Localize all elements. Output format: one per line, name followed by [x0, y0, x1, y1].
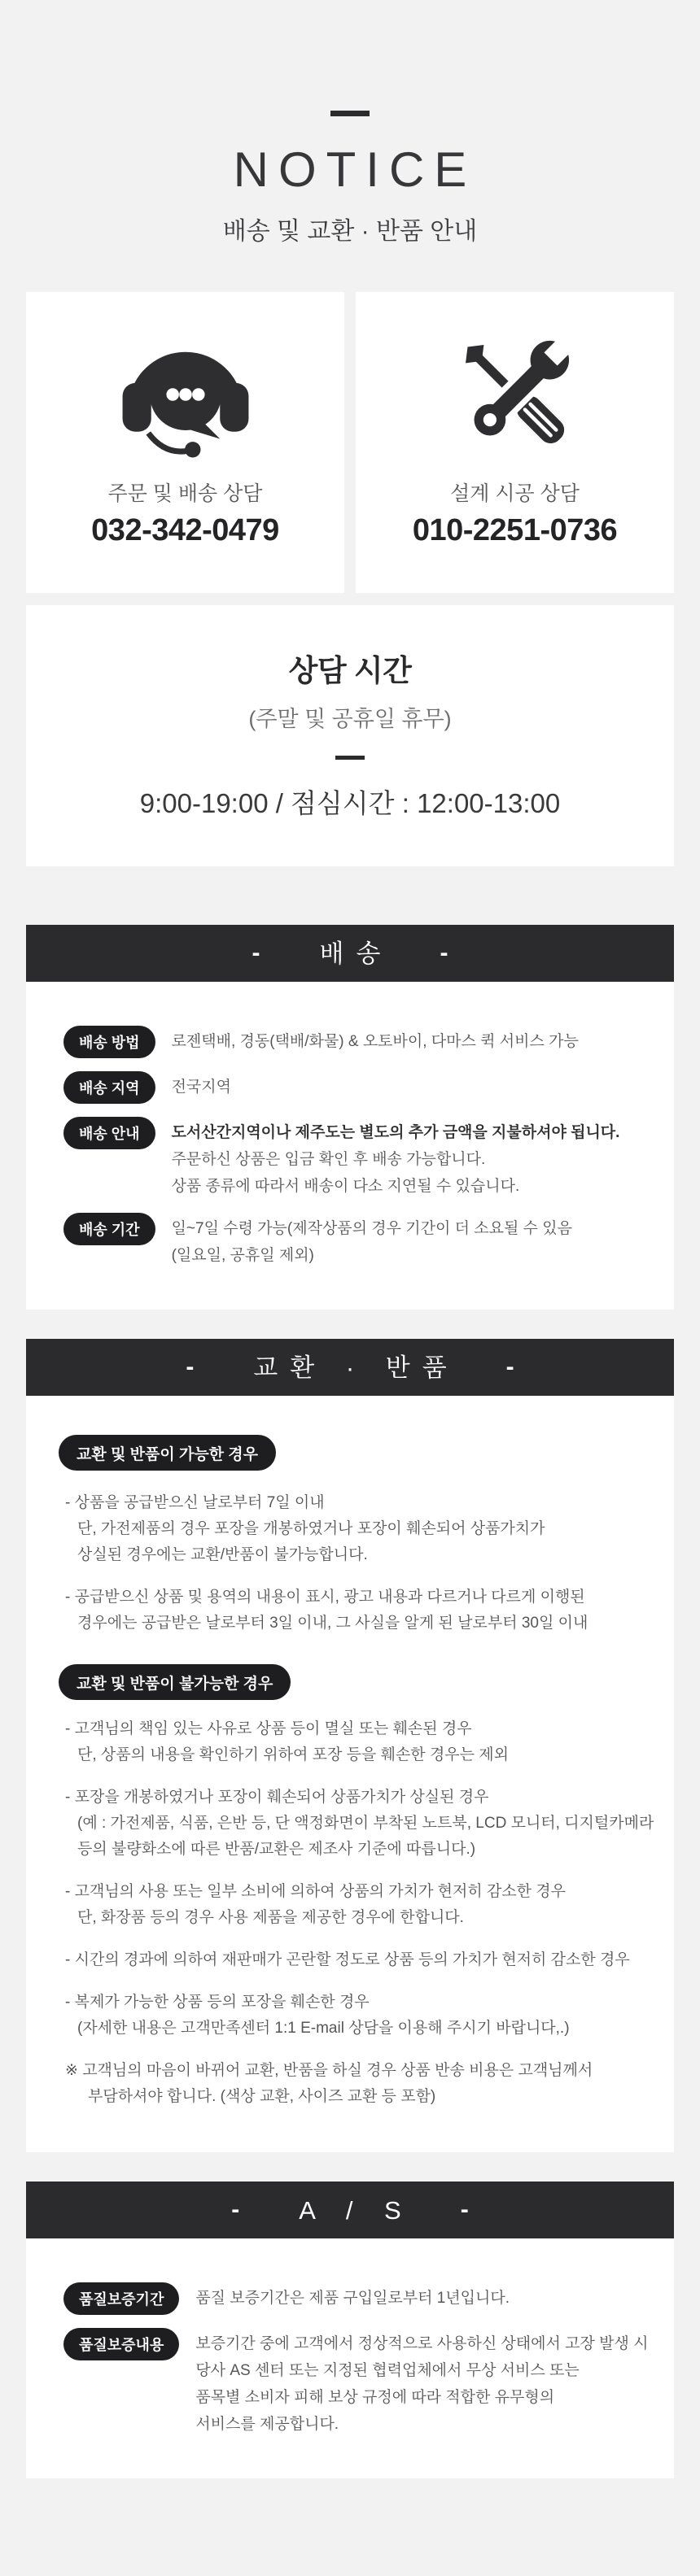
shipping-method-text: 로젠택배, 경동(택배/화물) & 오토바이, 다마스 퀵 서비스 가능: [171, 1033, 579, 1050]
warranty-content-text: 당사 AS 센터 또는 지정된 협력업체에서 무상 서비스 또는: [195, 2362, 580, 2379]
hours-title: 상담 시간: [288, 654, 412, 687]
badge-warranty-period: 품질보증기간: [63, 2282, 179, 2315]
hours-divider: [335, 756, 365, 760]
contact-label: 주문 및 배송 상담: [107, 482, 263, 505]
title-accent-bar: [330, 111, 370, 116]
returns-note-text: ※ 고객님의 마음이 바뀌어 교환, 반품을 하실 경우 상품 반송 비용은 고객님께서: [65, 2062, 593, 2079]
badge-warranty-content: 품질보증내용: [63, 2328, 179, 2360]
returns-text: - 포장을 개봉하였거나 포장이 훼손되어 상품가치가 상실된 경우: [65, 1789, 489, 1806]
returns-text: - 고객님의 책임 있는 사유로 상품 등이 멸실 또는 훼손된 경우: [65, 1720, 472, 1737]
warranty-period-text: 품질 보증기간은 제품 구입일로부터 1년입니다.: [195, 2290, 510, 2307]
headset-chat-icon: [114, 292, 257, 466]
bar-dash: -: [440, 939, 448, 966]
returns-impossible-item: [59, 1879, 641, 1931]
shipping-card: [26, 982, 674, 1310]
warranty-content-text: 보증기간 중에 고객에서 정상적으로 사용하신 상태에서 고장 발생 시: [195, 2335, 649, 2352]
tools-icon: [444, 292, 587, 466]
shipping-guide-text: 도서산간지역이나 제주도는 별도의 추가 금액을 지불하셔야 됩니다.: [171, 1124, 620, 1141]
section-title-as: A / S: [299, 2195, 413, 2225]
returns-text: 경우에는 공급받은 날로부터 3일 이내, 그 사실을 알게 된 날로부터 30일 이내: [77, 1615, 588, 1632]
returns-text: - 고객님의 사용 또는 일부 소비에 의하여 상품의 가치가 현저히 감소한 경우: [65, 1883, 567, 1900]
page-title: NOTICE: [233, 142, 477, 197]
badge-shipping-period: 배송 기간: [63, 1213, 155, 1245]
returns-text: - 복제가 가능한 상품 등의 포장을 훼손한 경우: [65, 1994, 370, 2011]
returns-text: - 시간의 경과에 의하여 재판매가 곤란할 정도로 상품 등의 가치가 현저히 감소한 경우: [65, 1951, 630, 1968]
hours-card: [26, 605, 674, 866]
bar-dash: -: [231, 2196, 240, 2223]
returns-text: 등의 불량화소에 따른 반품/교환은 제조사 기준에 따릅니다.): [77, 1841, 476, 1858]
badge-returns-impossible: 교환 및 반품이 불가능한 경우: [59, 1664, 291, 1700]
returns-impossible-item: [59, 1990, 641, 2042]
badge-shipping-guide: 배송 안내: [63, 1117, 155, 1149]
returns-text: 상실된 경우에는 교환/반품이 불가능합니다.: [77, 1546, 368, 1563]
returns-impossible-item: [59, 1947, 641, 1973]
section-title-returns: 교환 · 반품: [253, 1353, 459, 1382]
as-row-warranty-period: [63, 2282, 637, 2315]
bar-dash: -: [186, 1353, 195, 1380]
section-bar-returns: [26, 1339, 674, 1396]
shipping-guide-text: 주문하신 상품은 입금 확인 후 배송 가능합니다.: [171, 1151, 486, 1168]
section-title-shipping: 배송: [319, 939, 393, 968]
shipping-row-guide: [63, 1117, 637, 1200]
section-bar-as: [26, 2182, 674, 2238]
badge-shipping-method: 배송 방법: [63, 1026, 155, 1058]
returns-possible-item: [59, 1490, 641, 1568]
hours-note: (주말 및 공휴일 휴무): [248, 707, 452, 731]
badge-shipping-region: 배송 지역: [63, 1071, 155, 1104]
returns-text: 단, 상품의 내용을 확인하기 위하여 포장 등을 훼손한 경우는 제외: [77, 1746, 509, 1763]
shipping-region-text: 전국지역: [171, 1079, 231, 1096]
hours-time: 9:00-19:00 / 점심시간 : 12:00-13:00: [139, 788, 561, 818]
returns-card: [26, 1396, 674, 2152]
contact-card-order-shipping: [26, 292, 344, 593]
contact-phone-number: 010-2251-0736: [412, 513, 618, 547]
shipping-guide-text: 상품 종류에 따라서 배송이 다소 지연될 수 있습니다.: [171, 1178, 520, 1195]
returns-text: - 상품을 공급받으신 날로부터 7일 이내: [65, 1494, 325, 1511]
as-row-warranty-content: [63, 2328, 649, 2438]
contact-phone-number: 032-342-0479: [91, 513, 279, 547]
bar-dash: -: [460, 2196, 469, 2223]
returns-text: 단, 화장품 등의 경우 사용 제품을 제공한 경우에 한합니다.: [77, 1909, 464, 1926]
contact-cards-row: [26, 292, 674, 593]
returns-impossible-item: [59, 1716, 641, 1768]
shipping-period-text: 일~7일 수령 가능(제작상품의 경우 기간이 더 소요될 수 있음: [171, 1220, 572, 1237]
contact-card-installation: [356, 292, 674, 593]
warranty-content-text: 서비스를 제공합니다.: [195, 2416, 339, 2433]
returns-text: (자세한 내용은 고객만족센터 1:1 E-mail 상담을 이용해 주시기 바랍니다,.): [77, 2020, 570, 2037]
returns-note: [59, 2058, 641, 2110]
shipping-row-method: [63, 1026, 637, 1058]
section-bar-shipping: [26, 925, 674, 982]
returns-note-text: 부담하셔야 합니다. (색상 교환, 사이즈 교환 등 포함): [88, 2088, 436, 2105]
bar-dash: -: [252, 939, 260, 966]
shipping-row-region: [63, 1071, 637, 1104]
returns-text: 단, 가전제품의 경우 포장을 개봉하였거나 포장이 훼손되어 상품가치가: [77, 1520, 545, 1537]
returns-possible-item: [59, 1584, 641, 1637]
returns-impossible-item: [59, 1785, 654, 1863]
shipping-period-text: (일요일, 공휴일 제외): [171, 1247, 314, 1264]
notice-page: [0, 111, 700, 2478]
returns-text: (예 : 가전제품, 식품, 은반 등, 단 액정화면이 부착된 노트북, LCD 모니터, 디지털카메라: [77, 1815, 654, 1832]
shipping-row-period: [63, 1213, 637, 1269]
contact-label: 설계 시공 상담: [450, 482, 580, 505]
as-card: [26, 2238, 674, 2478]
returns-text: - 공급받으신 상품 및 용역의 내용이 표시, 광고 내용과 다르거나 다르게 이행된: [65, 1589, 585, 1606]
warranty-content-text: 품목별 소비자 피해 보상 규정에 따라 적합한 유무형의: [195, 2389, 555, 2406]
badge-returns-possible: 교환 및 반품이 가능한 경우: [59, 1435, 276, 1471]
bar-dash: -: [505, 1353, 514, 1380]
page-subtitle: 배송 및 교환 · 반품 안내: [222, 218, 478, 245]
